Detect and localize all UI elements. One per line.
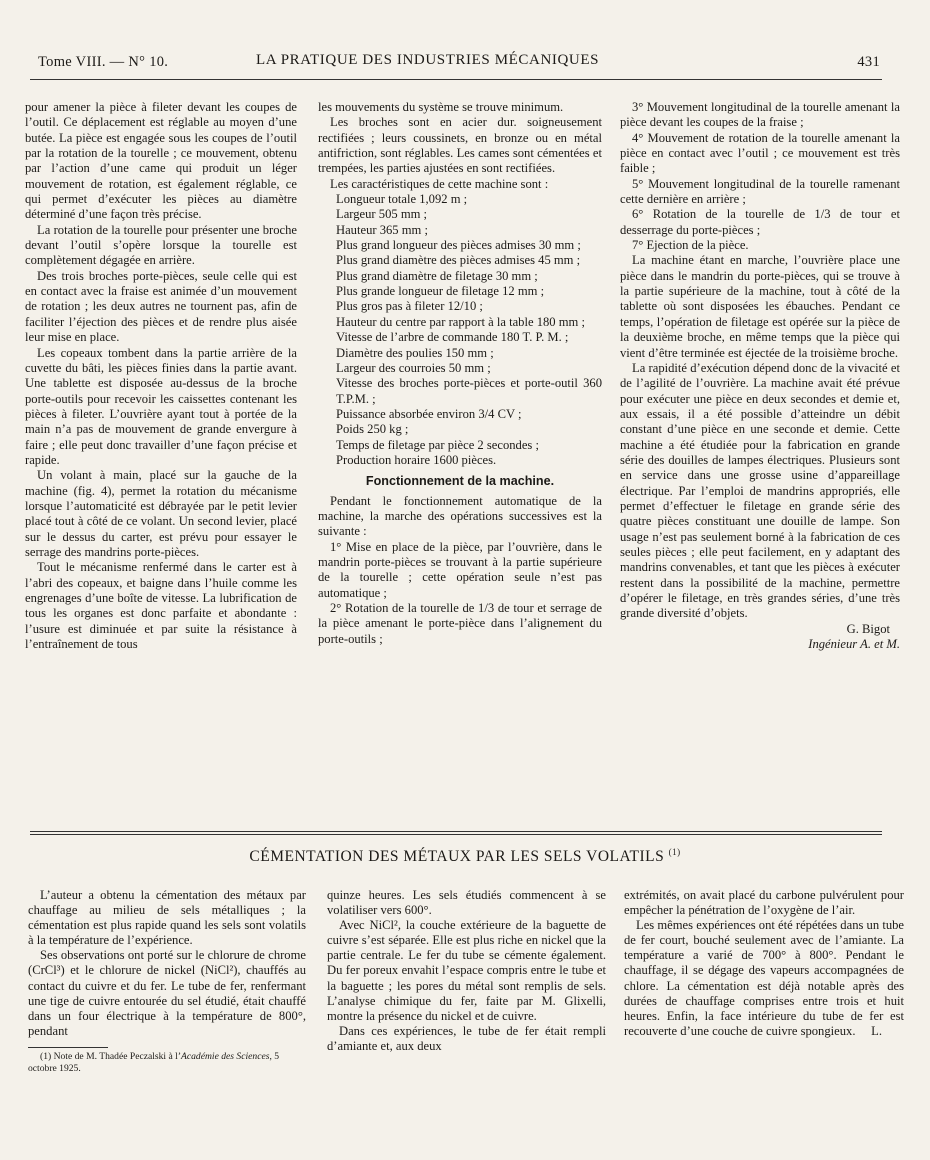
volume-issue: Tome VIII. — N° 10. (38, 54, 169, 70)
spec-item: Largeur des courroies 50 mm ; (336, 360, 491, 375)
article2-column-3 (624, 888, 904, 1039)
paragraph: 6° Rotation de la tourelle de 1/3 de tour et desserrage du porte-pièces ; (620, 207, 900, 237)
spec-item: Hauteur 365 mm ; (336, 222, 428, 237)
paragraph: Les copeaux tombent dans la partie arrière de la cuvette du bâti, les pièces finies dans la partie avant. Une tablette est disposée au-dessus de la broche porte-outils pour recevoir les caissettes contenant les pièces à fileter. L’ouvrière ayant tout à portée de la main n’a pas de mouvement de grande envergure à faire ; elle peut donc travailler d’une façon précise et rapide. (25, 345, 297, 467)
footnote-rule (28, 1047, 108, 1048)
paragraph: Pendant le fonctionnement automatique de la machine, la marche des opérations successives est la suivante : (318, 493, 602, 539)
spec-item: Vitesse de l’arbre de commande 180 T. P. M. ; (336, 330, 569, 345)
paragraph: Des trois broches porte-pièces, seule celle qui est en contact avec la fraise est animée d’un mouvement de rotation ; les deux autres ne tournent pas, afin de faciliter l’éjection des pièces et de rendre plus aisée leur mise en place. (25, 268, 297, 345)
article1-column-2 (318, 100, 602, 647)
article1-column-3 (620, 100, 900, 652)
running-header (38, 52, 880, 74)
journal-title: LA PRATIQUE DES INDUSTRIES MÉCANIQUES (256, 52, 600, 68)
paragraph: 7° Ejection de la pièce. (632, 238, 749, 253)
paragraph: 4° Mouvement de rotation de la tourelle amenant la pièce en contact avec l’outil ; ce mouvement est très faible ; (620, 130, 900, 176)
paragraph: Les mêmes expériences ont été répétées dans un tube de fer court, bouché seulement avec de l’amiante. La température a varié de 700° à 800°. Pendant le chauffage, il se dégage des vapeurs accompagnées de chlore. La cémentation est déjà notable après des durées de chauffage comprises entre trois et huit heures. Enfin, la face intérieure du tube de fer est recouverte d’une couche de cuivre spongieux. (624, 918, 904, 1038)
article2-title (0, 848, 930, 866)
paragraph: Un volant à main, placé sur la gauche de la machine (fig. 4), permet la rotation du mécanisme lorsque l’automaticité est débrayée par le petit levier placé tout à côté de ce volant. Un second levier, placé sur le dessus du carter, est prévu pour essayer le serrage des mandrins porte-pièces. (25, 468, 297, 559)
spec-item: Temps de filetage par pièce 2 secondes ; (336, 437, 539, 452)
paragraph: extrémités, on avait placé du carbone pulvérulent pour empêcher la pénétration de l’oxygène de l’air. (624, 888, 904, 918)
spec-item: Plus grande longueur de filetage 12 mm ; (336, 284, 545, 299)
spec-item: Vitesse des broches porte-pièces et porte-outil 360 T.P.M. ; (336, 376, 602, 406)
paragraph: quinze heures. Les sels étudiés commencent à se volatiliser vers 600°. (327, 888, 606, 918)
spec-item: Plus grand longueur des pièces admises 30 mm ; (336, 238, 581, 253)
spec-item: Plus grand diamètre des pièces admises 45 mm ; (336, 253, 581, 268)
paragraph: Dans ces expériences, le tube de fer était rempli d’amiante et, aux deux (327, 1023, 606, 1053)
paragraph: 5° Mouvement longitudinal de la tourelle ramenant cette dernière en arrière ; (620, 176, 900, 207)
spec-item: Poids 250 kg ; (336, 422, 409, 437)
author-name: G. Bigot (846, 621, 890, 636)
paragraph: La machine étant en marche, l’ouvrière place une pièce dans le mandrin du porte-pièces, qui se trouve à la partie supérieure de la machine, tout à côté de la tablette où sont disposées les ébauches. Pendant ce temps, l’opération de filetage est opérée sur la pièce de la deuxième broche, en même temps que la pièce qui vient d’être terminée est éjectée de la troisième broche. (620, 253, 900, 360)
article2-column-1 (28, 888, 306, 1075)
paragraph: Les caractéristiques de cette machine sont : (330, 176, 549, 191)
author-initial: L. (871, 1023, 882, 1038)
paragraph: L’auteur a obtenu la cémentation des métaux par chauffage au milieu de sels métalliques ; la cémentation est plus rapide quand les sels sont volatils à la température de l’expérience. (28, 888, 306, 948)
footnote (28, 1051, 306, 1075)
paragraph: 2° Rotation de la tourelle de 1/3 de tour et serrage de la pièce amenant le porte-pièce dans l’alignement du porte-outils ; (318, 601, 602, 646)
paragraph: 1° Mise en place de la pièce, par l’ouvrière, dans le mandrin porte-pièces se trouvant à la partie supérieure de la tourelle ; cette opération seule n’est pas automatique ; (318, 539, 602, 600)
footnote-marker: (1) (668, 846, 681, 857)
spec-item: Hauteur du centre par rapport à la table 180 mm ; (336, 314, 585, 329)
paragraph: Ses observations ont porté sur le chlorure de chrome (CrCl³) et le chlorure de nickel (NiCl²), chauffés au contact du cuivre et du fer. Le tube de fer, renfermant une tige de cuivre entourée du sel étudié, était chauffé dans un four électrique à la température de 800°, pendant (28, 948, 306, 1038)
header-rule (30, 79, 882, 80)
article-separator (30, 834, 882, 835)
paragraph: Tout le mécanisme renfermé dans le carter est à l’abri des copeaux, et baigne dans l’huile comme les engrenages d’une boîte de vitesse. La lubrification de tous les organes est donc parfaite et abondante : l’usure est diminuée et par suite la résistance à l’entraînement de tous (25, 560, 297, 652)
footnote-date: , 5 octobre 1925. (28, 1050, 280, 1074)
paragraph: La rotation de la tourelle pour présenter une broche devant l’outil s’opère lorsque la tourelle est complètement dégagée en arrière. (25, 222, 297, 268)
spec-item: Plus grand diamètre de filetage 30 mm ; (336, 268, 538, 283)
paragraph: La rapidité d’exécution dépend donc de la vivacité et de l’agilité de l’ouvrière. La machine avait été prévue pour exécuter une pièce en deux secondes et demie et, aux essais, il a été possible d’atteindre un débit constant d’une pièce en une seconde et demie. Cette machine a été étudiée pour la fabrication en grande série des douilles de lampes électriques. Plusieurs sont en service dans une grosse usine d’appareillage électrique. Par l’emploi de mandrins appropriés, elle permet d’effectuer le filetage en grande série des quatre pièces constituant une douille de lampe. Son usage n’est pas seulement borné à la fabrication de ces seules pièces ; elle peut facilement, en y adaptant des mandrins convenables, et tant que les pièces à exécuter restent dans la possibilité de la machine, permettre d’opérer le filetage, en très grandes séries, d’une très grande diversité d’objets. (620, 360, 900, 621)
spec-item: Plus gros pas à fileter 12/10 ; (336, 299, 483, 314)
article-separator (30, 831, 882, 832)
section-heading: Fonctionnement de la machine. (365, 474, 555, 489)
author-title: Ingénieur A. et M. (808, 637, 900, 652)
article1-column-1 (25, 100, 297, 652)
specifications-list (318, 192, 602, 468)
footnote-text: (1) Note de M. Thadée Peczalski à l’ (40, 1050, 182, 1062)
spec-item: Puissance absorbée environ 3/4 CV ; (336, 406, 522, 421)
paragraph: les mouvements du système se trouve minimum. (318, 100, 564, 114)
footnote-source: Académie des Sciences (181, 1050, 270, 1062)
spec-item: Production horaire 1600 pièces. (336, 452, 497, 467)
spec-item: Diamètre des poulies 150 mm ; (336, 345, 494, 360)
paragraph: pour amener la pièce à fileter devant les coupes de l’outil. Ce déplacement est réglable au moyen d’une butée. La pièce est engagée sous les coupes de l’outil par la rotation de la tourelle ; ce mouvement, obtenu par l’action d’une came qui produit un léger mouvement de rotation, est également réglable, ce qui permet d’exécuter les pièces au diamètre déterminé d’une façon très précise. (25, 100, 297, 222)
article2-title-text: CÉMENTATION DES MÉTAUX PAR LES SELS VOLATILS (249, 848, 665, 865)
spec-item: Longueur totale 1,092 m ; (336, 192, 468, 207)
paragraph: 3° Mouvement longitudinal de la tourelle amenant la pièce devant les coupes de la fraise ; (620, 100, 900, 130)
spec-item: Largeur 505 mm ; (336, 207, 428, 222)
article2-column-2 (327, 888, 606, 1054)
page-number: 431 (857, 54, 880, 70)
paragraph: Avec NiCl², la couche extérieure de la baguette de cuivre s’est séparée. Elle est plus riche en nickel que la partie centrale. Le fer du tube se cémente également. Du fer poreux envahit l’espace compris entre le tube et la baguette ; les pores du métal sont remplis de sels. L’analyse chimique du fer, faite par M. Glixelli, montre la présence du nickel et de cuivre. (327, 918, 606, 1023)
paragraph: Les broches sont en acier dur. soigneusement rectifiées ; leurs coussinets, en bronze ou en métal antifriction, sont réglables. Les cames sont cémentées et trempées, les parties ajustées en sont rectifiées. (318, 115, 602, 176)
